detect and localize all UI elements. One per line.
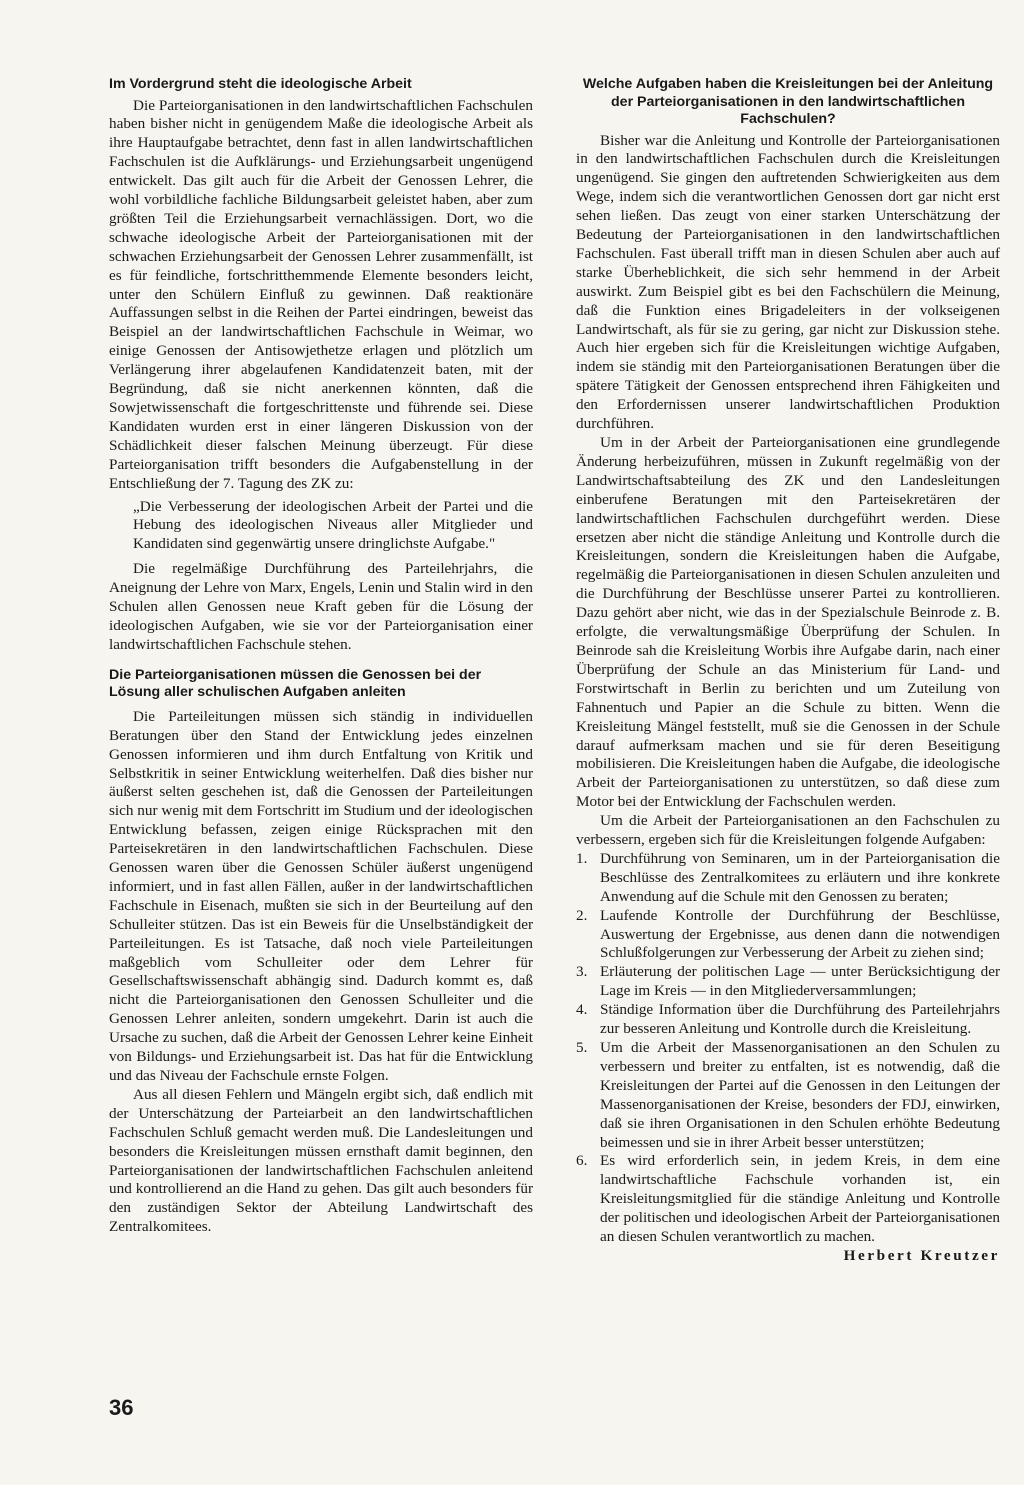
quote-block: „Die Verbesserung der ideologischen Arbeit der Partei und die Hebung des ideologischen Niveaus aller Mitglieder und Kandidaten sind gegenwärtig unsere dringlichste Aufgabe." (133, 497, 533, 553)
page-number: 36 (109, 1395, 134, 1420)
list-item (576, 963, 1000, 1001)
list-item-number: 4. (576, 1001, 588, 1019)
list-item (576, 850, 1000, 907)
right-column (576, 76, 1000, 1266)
paragraph: Die Parteileitungen müssen sich ständig in individuellen Beratungen über den Stand der Entwicklung jedes einzelnen Genossen informieren und ihm durch Entfaltung von Kritik und Selbstkritik in seiner Entwicklung weiterhelfen. Daß dies bisher nur äußerst selten geschehen ist, daß die Genossen der Parteileitungen sich nur wenig mit dem Fortschritt im Studium und der ideologischen Entwicklung befassen, zeigen einige Rücksprachen mit den Parteisekretären in den landwirtschaftlichen Fachschulen. Diese Genossen waren über die Genossen Schüler äußerst ungenügend informiert, und in fast allen Fällen, außer in der landwirtschaftlichen Fachschule in Eisenach, mußten sie sich in der Beurteilung auf den Schulleiter stützen. Das ist ein Beweis für die Unselbständigkeit der Parteileitungen. Es ist Tatsache, daß noch viele Parteileitungen maßgeblich vom Schulleiter oder dem Lehrer für Gesellschaftswissenschaft abhängig sind. Dadurch kommt es, daß nicht die Parteiorganisationen den Genossen Schulleiter und die Genossen Lehrer anleiten, sondern umgekehrt. Darin ist auch die Ursache zu suchen, daß die Arbeit der Genossen Lehrer keine Einheit von Bildungs- und Erziehungsarbeit ist. Das hat für die Entwicklung und das Niveau der Fachschule ernste Folgen. (109, 707, 533, 1084)
section-heading-guidance: Die Parteiorganisationen müssen die Genossen bei der Lösung aller schulischen Aufgaben anleiten (109, 666, 482, 701)
list-item-text: Um die Arbeit der Massenorganisationen an den Schulen zu verbessern und breiter zu entfalten, ist es notwendig, daß die Kreisleitungen der Partei auf die Genossen in den Leitungen der Massenorganisationen der Kreise, besonders der FDJ, einwirken, daß sie ihren Organisationen in den Schulen erhöhte Bedeutung beimessen und sie in ihrer Arbeit besser unterstützen; (600, 1039, 1000, 1151)
list-item-text: Ständige Information über die Durchführung des Parteilehrjahrs zur besseren Anleitung und Kontrolle durch die Kreisleitung. (600, 1001, 1000, 1038)
paragraph: Aus all diesen Fehlern und Mängeln ergibt sich, daß endlich mit der Unterschätzung der Parteiarbeit an den landwirtschaftlichen Fachschulen Schluß gemacht werden muß. Die Landesleitungen und besonders die Kreisleitungen müssen ernsthaft damit beginnen, den Parteiorganisationen der landwirtschaftlichen Fachschulen anleitend und kontrollierend an die Hand zu gehen. Das gilt auch besonders für den zuständigen Sektor der Abteilung Landwirtschaft des Zentralkomitees. (109, 1085, 533, 1236)
list-item (576, 1039, 1000, 1152)
list-item-number: 6. (576, 1152, 588, 1170)
section-heading-district-tasks: Welche Aufgaben haben die Kreisleitungen bei der Anleitung der Parteiorganisationen in den landwirtschaftlichen Fachschulen? (582, 76, 994, 127)
list-item-text: Laufende Kontrolle der Durchführung der Beschlüsse, Auswertung der Ergebnisse, aus denen dann die notwendigen Schlußfolgerungen zur Verbesserung der Arbeit zu ziehen sind; (600, 906, 1000, 962)
section-heading-ideological-work: Im Vordergrund steht die ideologische Arbeit (109, 76, 412, 92)
list-item-text: Durchführung von Seminaren, um in der Parteiorganisation die Beschlüsse des Zentralkomitees zu erläutern und ihre konkrete Anwendung auf die Schule mit den Genossen zu beraten; (600, 849, 1000, 905)
list-item-text: Es wird erforderlich sein, in jedem Kreis, in dem eine landwirtschaftliche Fachschule vorhanden ist, ein Kreisleitungsmitglied für die ständige Anleitung und Kontrolle der politischen und ideologischen Arbeit der Parteiorganisationen an diesen Schulen verantwortlich zu machen. (600, 1152, 1000, 1246)
list-item-number: 5. (576, 1039, 588, 1056)
paragraph: Um die Arbeit der Parteiorganisationen an den Fachschulen zu verbessern, ergeben sich für die Kreisleitungen folgende Aufgaben: (576, 812, 1000, 849)
task-list (576, 850, 1000, 1247)
list-item (576, 1001, 1000, 1039)
paragraph: Um in der Arbeit der Parteiorganisationen eine grundlegende Änderung herbeizuführen, müssen in Zukunft regelmäßig von der Landwirtschaftsabteilung des ZK und den Landesleitungen einberufene Beratungen mit den Parteisekretären der landwirtschaftlichen Fachschulen durchgeführt werden. Diese ersetzen aber nicht die ständige Anleitung und Kontrolle durch die Kreisleitungen, sondern die Kreisleitungen haben die Aufgabe, regelmäßig die Parteiorganisationen in diesen Schulen anzuleiten und die Durchführung der Beschlüsse unserer Partei zu kontrollieren. Dazu gehört aber nicht, wie das in der Spezialschule Beinrode z. B. erfolgte, die verwaltungsmäßige Überprüfung der Schulen. In Beinrode sah die Kreisleitung Worbis ihre Aufgabe darin, nach einer Überprüfung der Schule an das Ministerium für Land- und Forstwirtschaft in Berlin zu berichten und um Zuteilung von Fahnentuch und Papier an die Schule zu bitten. Wenn die Kreisleitung Mängel feststellt, muß sie die Genossen in der Schule darauf aufmerksam machen und sie für deren Beseitigung mobilisieren. Die Kreisleitungen haben die Aufgabe, die ideologische Arbeit der Parteiorganisationen zu unterstützen, so daß diese zum Motor bei der Entwicklung der Fachschulen werden. (576, 434, 1000, 811)
list-item-number: 3. (576, 963, 588, 981)
list-item (576, 907, 1000, 964)
paragraph: Die Parteiorganisationen in den landwirtschaftlichen Fachschulen haben bisher nicht in genügendem Maße die ideologische Arbeit als ihre Hauptaufgabe betrachtet, denn fast in allen landwirtschaftlichen Fachschulen ist die Aufklärungs- und Erziehungsarbeit ungenügend entwickelt. Das gilt auch für die Arbeit der Genossen Lehrer, die wohl vorbildliche fachliche Bildungsarbeit geleistet haben, aber zum größten Teil die Erziehungsarbeit vernachlässigen. Dort, wo die schwache ideologische Arbeit der Parteiorganisationen mit der schwachen Erziehungsarbeit der Genossen Lehrer zusammenfällt, ist es für feindliche, fortschritthemmende Elemente besonders leicht, unter den Schülern Einfluß zu gewinnen. Daß reaktionäre Auffassungen selbst in die Reihen der Partei eindringen, beweist das Beispiel an der landwirtschaftlichen Fachschule in Weimar, wo einige Genossen der Antisowjethetze erlagen und plötzlich um Verlängerung ihrer abgelaufenen Kandidatenzeit baten, mit der Begründung, daß sie nicht anerkennen könnten, daß die Sowjetwissenschaft die fortgeschrittenste und führende sei. Diese Kandidaten wurden erst in einer längeren Diskussion von der Schädlichkeit dieser falschen Meinung überzeugt. Für diese Parteiorganisation trifft besonders die Aufgabenstellung in der Entschließung der 7. Tagung des ZK zu: (109, 96, 533, 492)
list-item-number: 1. (576, 849, 588, 867)
list-item-text: Erläuterung der politischen Lage — unter Berücksichtigung der Lage im Kreis — in den Mitgliederversammlungen; (600, 963, 1000, 1000)
paragraph: Die regelmäßige Durchführung des Parteilehrjahrs, die Aneignung der Lehre von Marx, Engels, Lenin und Stalin wird in den Schulen allen Genossen neue Kraft geben für die Lösung der ideologischen Aufgaben, wie sie vor der Parteiorganisation einer landwirtschaftlichen Fachschule stehen. (109, 560, 533, 653)
list-item-number: 2. (576, 906, 588, 924)
paragraph: Bisher war die Anleitung und Kontrolle der Parteiorganisationen in den landwirtschaftlichen Fachschulen durch die Kreisleitungen ungenügend. Sie gingen den auftretenden Schwierigkeiten aus dem Wege, indem sich die verantwortlichen Genossen dort gar nicht erst sehen ließen. Das zeugt von einer starken Unterschätzung der Bedeutung der Parteiorganisationen in den landwirtschaftlichen Fachschulen. Fast überall trifft man in diesen Schulen aber auch auf starke Überheblichkeit, die sich sehr hemmend in der Arbeit auswirkt. Zum Beispiel gibt es bei den Fachschülern die Meinung, daß die Funktion eines Brigadeleiters in der volkseigenen Landwirtschaft, als für sie zu gering, gar nicht zur Diskussion stehe. Auch hier ergeben sich für die Kreisleitungen wichtige Aufgaben, indem sie ständig mit den Parteiorganisationen Beratungen über die spätere Tätigkeit der Genossen entsprechend ihren Fähigkeiten und den Erfordernissen unserer landwirtschaftlichen Produktion durchführen. (576, 131, 1000, 433)
left-column (109, 76, 533, 1237)
author-signature: Herbert Kreutzer (843, 1246, 1000, 1264)
list-item (576, 1152, 1000, 1247)
